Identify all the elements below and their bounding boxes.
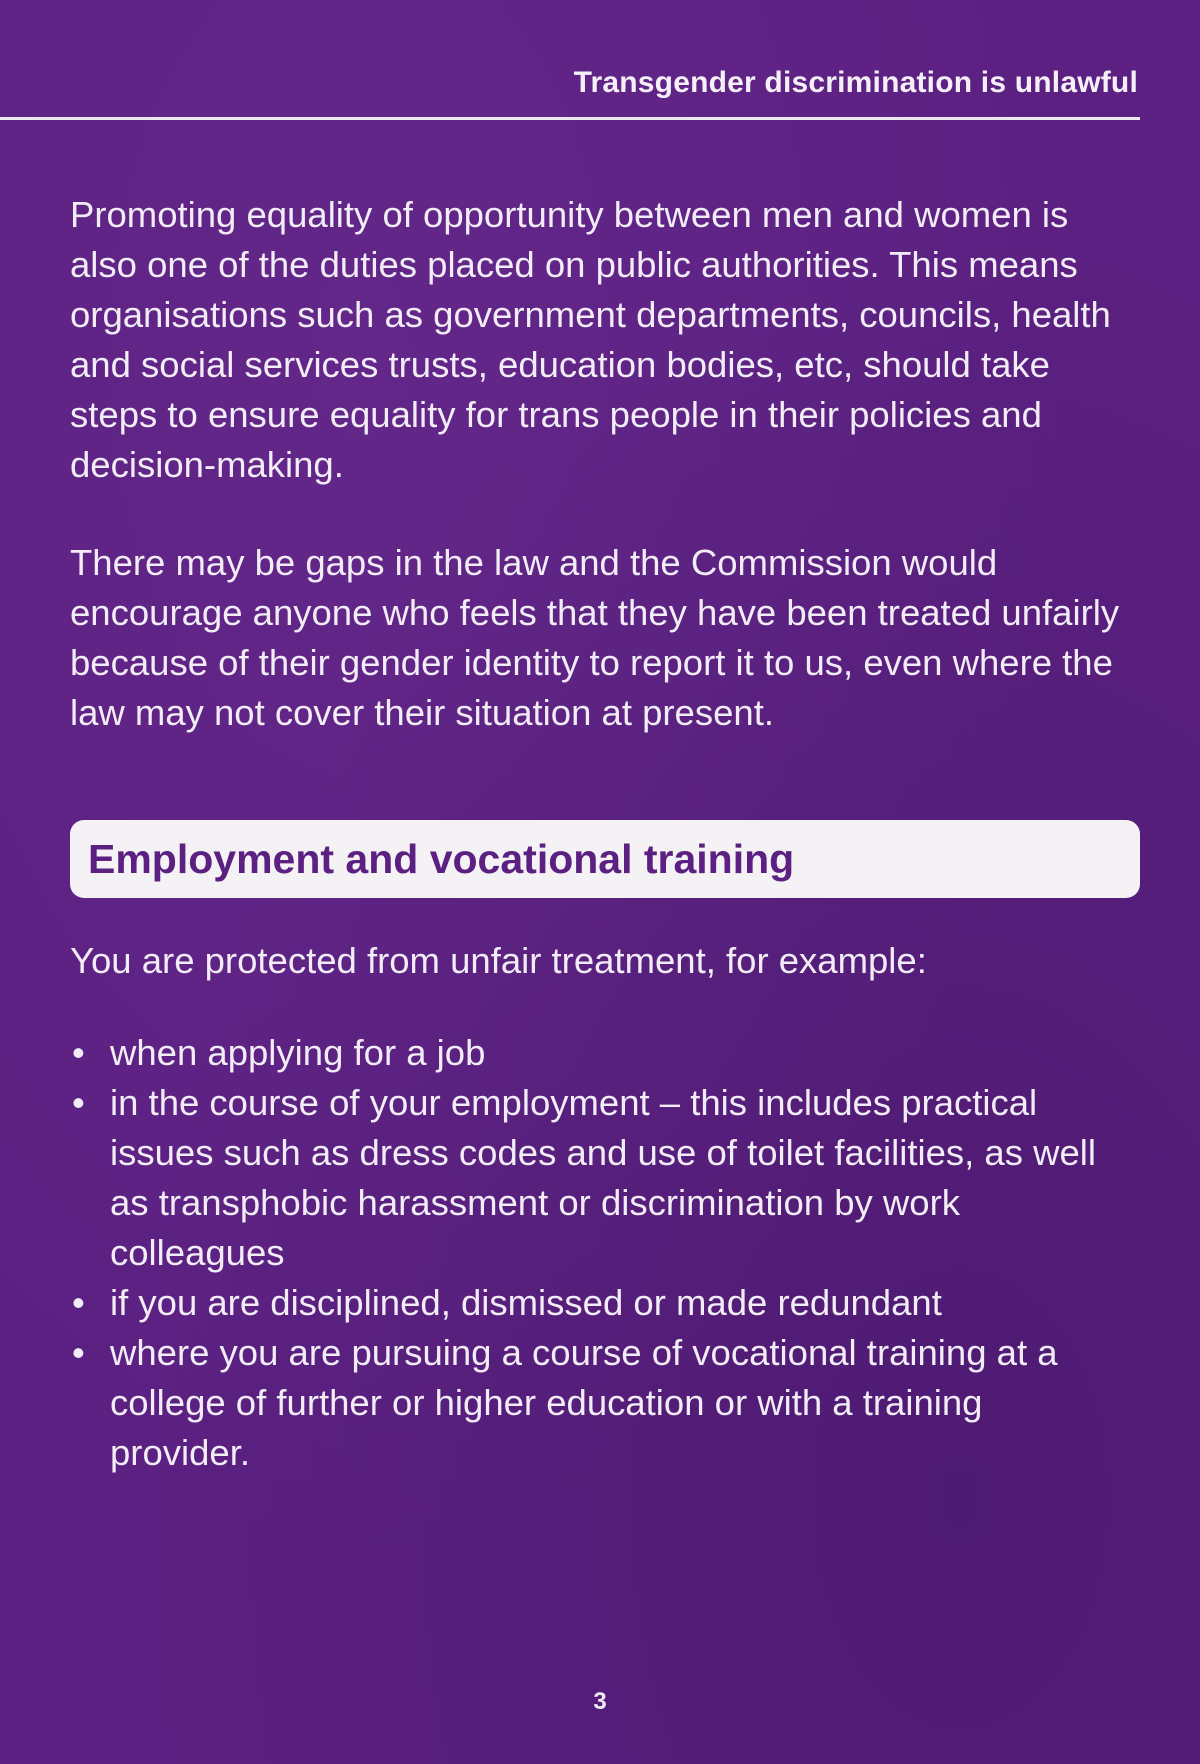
list-item-text: if you are disciplined, dismissed or made redundant: [110, 1282, 942, 1323]
page-body: [70, 190, 1130, 1478]
section-heading: Employment and vocational training: [88, 835, 795, 882]
header-rule: [0, 117, 1140, 120]
list-item: [70, 1328, 1130, 1478]
section-heading-box: [70, 820, 1140, 898]
list-item-text: in the course of your employment – this includes practical issues such as dress codes and use of toilet facilities, as well as transphobic harassment or discrimination by work colleagues: [110, 1082, 1096, 1273]
list-item: [70, 1028, 1130, 1078]
bullet-icon: •: [72, 1082, 85, 1123]
paragraph-public-duties: Promoting equality of opportunity between men and women is also one of the duties placed on public authorities. This means organisations such as government departments, councils, health and social services trusts, education bodies, etc, should take steps to ensure equality for trans people in their policies and decision-making.: [70, 194, 1111, 485]
list-item-text: where you are pursuing a course of vocational training at a college of further or higher education or with a training provider.: [110, 1332, 1058, 1473]
running-header: Transgender discrimination is unlawful: [573, 66, 1138, 99]
page-number: 3: [593, 1688, 607, 1715]
list-item: [70, 1278, 1130, 1328]
list-item-text: when applying for a job: [110, 1032, 486, 1073]
bullet-icon: •: [72, 1332, 85, 1373]
section-intro: You are protected from unfair treatment, for example:: [70, 940, 927, 981]
protection-list: [70, 1028, 1130, 1478]
paragraph-gaps-in-law: There may be gaps in the law and the Commission would encourage anyone who feels that they have been treated unfairly because of their gender identity to report it to us, even where the law may not cover their situation at present.: [70, 542, 1120, 733]
bullet-icon: •: [72, 1282, 85, 1323]
list-item: [70, 1078, 1130, 1278]
bullet-icon: •: [72, 1032, 85, 1073]
